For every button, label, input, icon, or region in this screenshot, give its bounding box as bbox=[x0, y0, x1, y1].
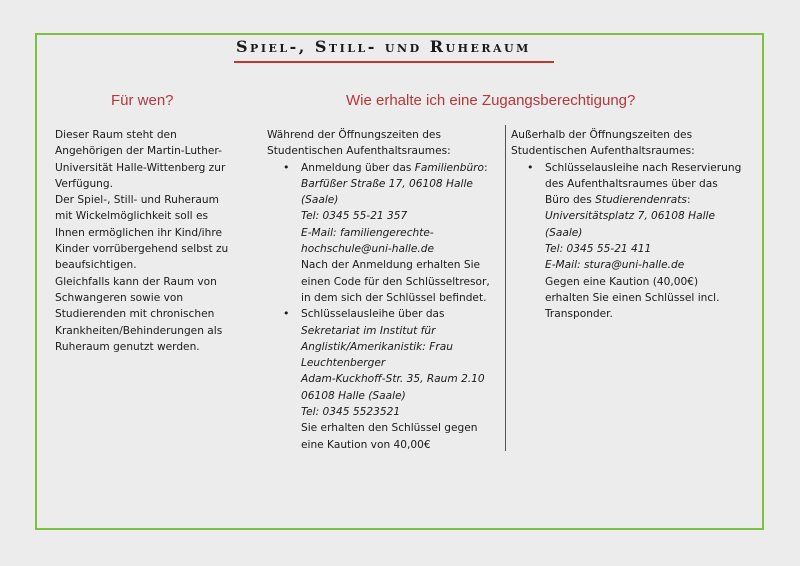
email-line: hochschule@uni-halle.de bbox=[301, 243, 434, 256]
text-line: Dieser Raum steht den bbox=[55, 129, 177, 141]
text-line: Ihnen ermöglichen ihr Kind/ihre bbox=[55, 226, 222, 239]
text-line: Schwangeren sowie von bbox=[55, 291, 184, 304]
address-line: (Saale) bbox=[301, 194, 339, 207]
column-outside-hours bbox=[511, 127, 751, 323]
text-line: mit Wickelmöglichkeit soll es bbox=[55, 210, 208, 223]
option-secretariat bbox=[301, 306, 497, 453]
address-line: 06108 Halle (Saale) bbox=[301, 389, 406, 402]
text-line: Verfügung. bbox=[55, 177, 113, 190]
option-list bbox=[511, 160, 751, 323]
phone-line: Tel: 0345 55-21 357 bbox=[301, 210, 408, 223]
text-line: Der Spiel-, Still- und Ruheraum bbox=[55, 194, 219, 207]
option-family-office bbox=[301, 160, 497, 307]
note-line: Nach der Anmeldung erhalten Sie bbox=[301, 259, 481, 272]
address-line: Barfüßer Straße 17, 06108 Halle bbox=[301, 177, 473, 190]
column-divider bbox=[505, 125, 506, 451]
text-line: Gleichfalls kann der Raum von bbox=[55, 275, 217, 288]
address-line: Adam-Kuckhoff-Str. 35, Raum 2.10 bbox=[301, 373, 485, 386]
note-line: Sie erhalten den Schlüssel gegen bbox=[301, 422, 478, 435]
text-line: Angehörigen der Martin-Luther- bbox=[55, 145, 222, 158]
text-line: Krankheiten/Behinderungen als bbox=[55, 324, 223, 337]
text-line: Ruheraum genutzt werden. bbox=[55, 340, 200, 353]
note-line: Transponder. bbox=[545, 308, 613, 321]
note-line: einen Code für den Schlüsseltresor, bbox=[301, 275, 490, 288]
option-lead: des Aufenthaltsraumes über das bbox=[545, 177, 718, 190]
text-line: Kinder vorrübergehend selbst zu bbox=[55, 243, 229, 256]
phone-line: Tel: 0345 55-21 411 bbox=[545, 243, 652, 256]
address-line: Leuchtenberger bbox=[301, 357, 386, 370]
intro-line: Studentischen Aufenthaltsraumes: bbox=[511, 145, 695, 158]
option-lead: Büro des Studierendenrats: bbox=[545, 194, 691, 207]
option-lead: • Anmeldung über das Familienbüro: bbox=[301, 161, 488, 174]
column-for-whom bbox=[55, 127, 245, 355]
intro-line: Während der Öffnungszeiten des bbox=[267, 129, 441, 141]
address-line: Sekretariat im Institut für bbox=[301, 324, 436, 337]
heading-access: Wie erhalte ich eine Zugangsberechtigung? bbox=[346, 92, 636, 109]
note-line: Gegen eine Kaution (40,00€) bbox=[545, 275, 699, 288]
option-lead: • Schlüsselausleihe nach Reservierung bbox=[545, 161, 742, 174]
address-line: Anglistik/Amerikanistik: Frau bbox=[301, 340, 453, 353]
email-line: E-Mail: stura@uni-halle.de bbox=[545, 259, 685, 272]
option-list bbox=[267, 160, 497, 453]
option-lead: • Schlüsselausleihe über das bbox=[301, 308, 445, 321]
page-title: Spiel-, Still- und Ruheraum bbox=[236, 37, 531, 56]
phone-line: Tel: 0345 5523521 bbox=[301, 406, 401, 419]
text-line: Studierenden mit chronischen bbox=[55, 308, 215, 321]
intro-line: Außerhalb der Öffnungszeiten des bbox=[511, 129, 693, 141]
column-during-hours bbox=[267, 127, 497, 453]
text-line: beaufsichtigen. bbox=[55, 259, 137, 272]
text-line: Universität Halle-Wittenberg zur bbox=[55, 161, 226, 174]
address-line: (Saale) bbox=[545, 226, 583, 239]
option-student-council bbox=[545, 160, 751, 323]
note-line: erhalten Sie einen Schlüssel incl. bbox=[545, 291, 720, 304]
note-line: in dem sich der Schlüssel befindet. bbox=[301, 291, 487, 304]
note-line: eine Kaution von 40,00€ bbox=[301, 438, 431, 451]
address-line: Universitätsplatz 7, 06108 Halle bbox=[545, 210, 715, 223]
email-line: E-Mail: familiengerechte- bbox=[301, 226, 434, 239]
intro-line: Studentischen Aufenthaltsraumes: bbox=[267, 145, 451, 158]
title-underline bbox=[234, 61, 554, 63]
heading-for-whom: Für wen? bbox=[111, 92, 174, 109]
